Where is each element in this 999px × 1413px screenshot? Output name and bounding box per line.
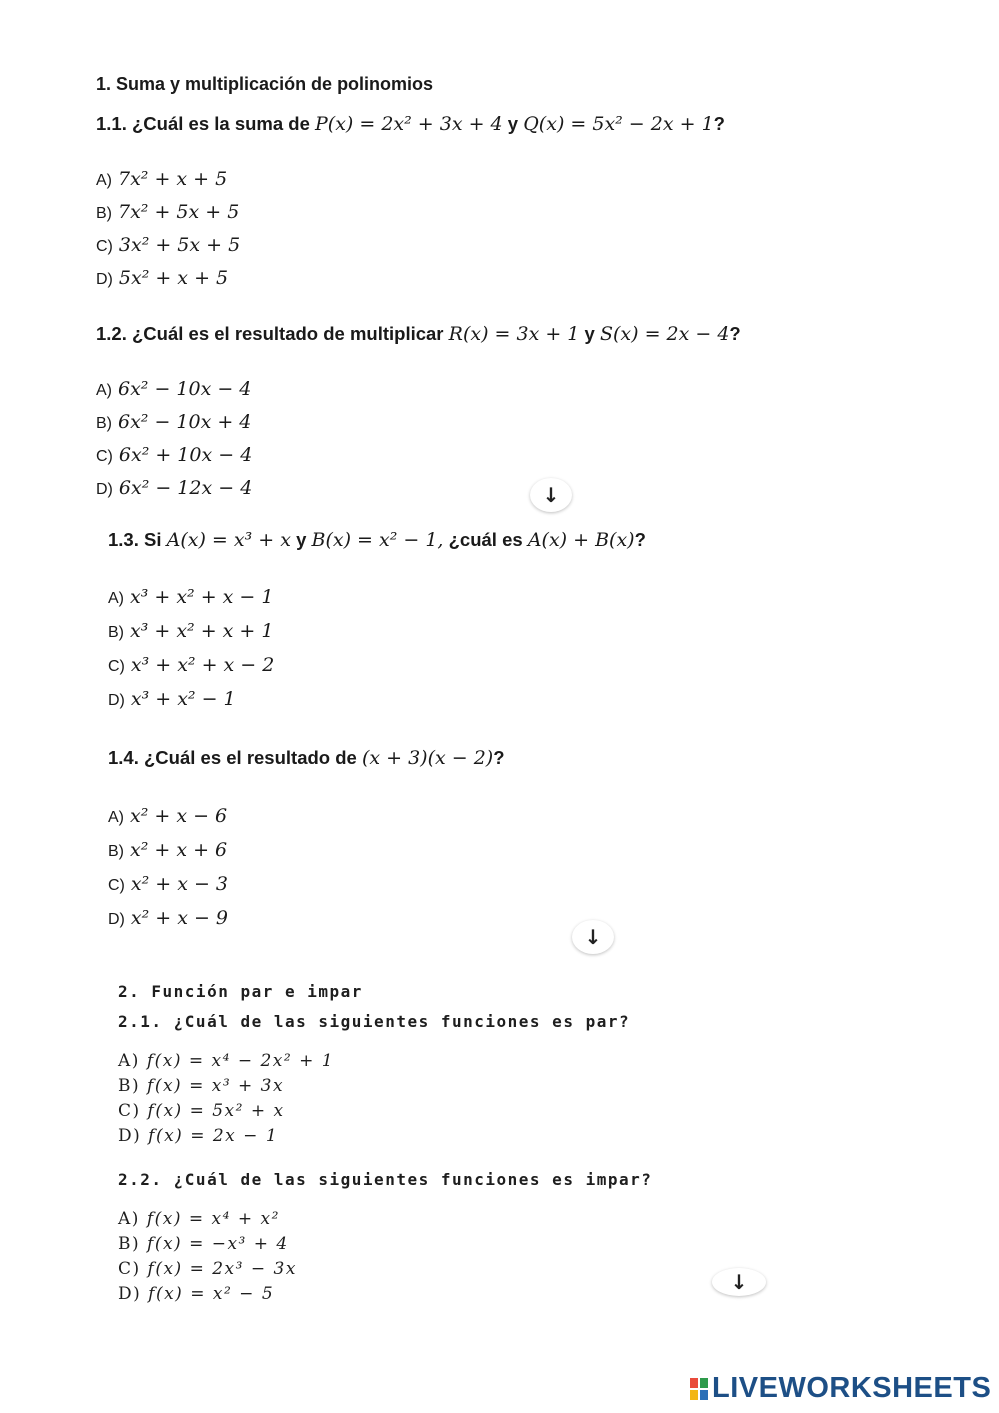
logo-text: LIVEWORKSHEETS <box>712 1372 992 1404</box>
option-1-1-c[interactable]: C) 3x² + 5x + 5 <box>96 234 241 256</box>
arrow-down-icon: ↓ <box>584 925 602 949</box>
question-1-2: 1.2. ¿Cuál es el resultado de multiplicar R(x) = 3x + 1 y S(x) = 2x − 4? <box>96 323 741 345</box>
logo-square-1 <box>690 1378 698 1388</box>
scroll-down-button[interactable] <box>712 1268 766 1296</box>
option-1-2-a[interactable]: A) 6x² − 10x − 4 <box>96 378 252 400</box>
option-2-2-d[interactable]: D) f(x) = x² − 5 <box>118 1284 275 1304</box>
question-1-3: 1.3. Si A(x) = x³ + x y B(x) = x² − 1, ¿cuál es A(x) + B(x)? <box>108 529 646 551</box>
arrow-down-icon: ↓ <box>542 483 560 507</box>
question-2-2: 2.2. ¿Cuál de las siguientes funciones es impar? <box>118 1170 653 1189</box>
option-1-3-b[interactable]: B) x³ + x² + x + 1 <box>108 620 274 642</box>
option-1-3-c[interactable]: C) x³ + x² + x − 2 <box>108 654 275 676</box>
option-1-1-d[interactable]: D) 5x² + x + 5 <box>96 267 229 289</box>
question-1-4: 1.4. ¿Cuál es el resultado de (x + 3)(x − 2)? <box>108 747 505 769</box>
logo-square-3 <box>690 1390 698 1400</box>
option-1-2-d[interactable]: D) 6x² − 12x − 4 <box>96 477 253 499</box>
option-2-1-b[interactable]: B) f(x) = x³ + 3x <box>118 1076 285 1096</box>
option-1-1-b[interactable]: B) 7x² + 5x + 5 <box>96 201 240 223</box>
section-1-title: 1. Suma y multiplicación de polinomios <box>96 74 434 94</box>
option-1-3-a[interactable]: A) x³ + x² + x − 1 <box>108 586 274 608</box>
scroll-down-button[interactable] <box>530 478 572 512</box>
option-1-2-c[interactable]: C) 6x² + 10x − 4 <box>96 444 253 466</box>
logo-square-2 <box>700 1378 708 1388</box>
logo-icon <box>690 1378 708 1400</box>
option-1-4-c[interactable]: C) x² + x − 3 <box>108 873 229 895</box>
option-1-4-d[interactable]: D) x² + x − 9 <box>108 907 229 929</box>
option-2-2-c[interactable]: C) f(x) = 2x³ − 3x <box>118 1259 297 1279</box>
option-1-3-d[interactable]: D) x³ + x² − 1 <box>108 688 236 710</box>
question-2-1: 2.1. ¿Cuál de las siguientes funciones es par? <box>118 1012 631 1031</box>
logo-square-4 <box>700 1390 708 1400</box>
option-2-1-d[interactable]: D) f(x) = 2x − 1 <box>118 1126 279 1146</box>
arrow-down-icon: ↓ <box>730 1270 748 1294</box>
option-2-2-b[interactable]: B) f(x) = −x³ + 4 <box>118 1234 289 1254</box>
option-1-2-b[interactable]: B) 6x² − 10x + 4 <box>96 411 252 433</box>
option-1-1-a[interactable]: A) 7x² + x + 5 <box>96 168 228 190</box>
option-1-4-a[interactable]: A) x² + x − 6 <box>108 805 228 827</box>
option-2-1-a[interactable]: A) f(x) = x⁴ − 2x² + 1 <box>118 1051 335 1071</box>
liveworksheets-logo <box>690 1372 991 1405</box>
section-2-title: 2. Función par e impar <box>118 982 363 1001</box>
question-1-1: 1.1. ¿Cuál es la suma de P(x) = 2x² + 3x + 4 y Q(x) = 5x² − 2x + 1? <box>96 113 725 135</box>
option-1-4-b[interactable]: B) x² + x + 6 <box>108 839 228 861</box>
option-2-1-c[interactable]: C) f(x) = 5x² + x <box>118 1101 285 1121</box>
option-2-2-a[interactable]: A) f(x) = x⁴ + x² <box>118 1209 280 1229</box>
scroll-down-button[interactable] <box>572 920 614 954</box>
